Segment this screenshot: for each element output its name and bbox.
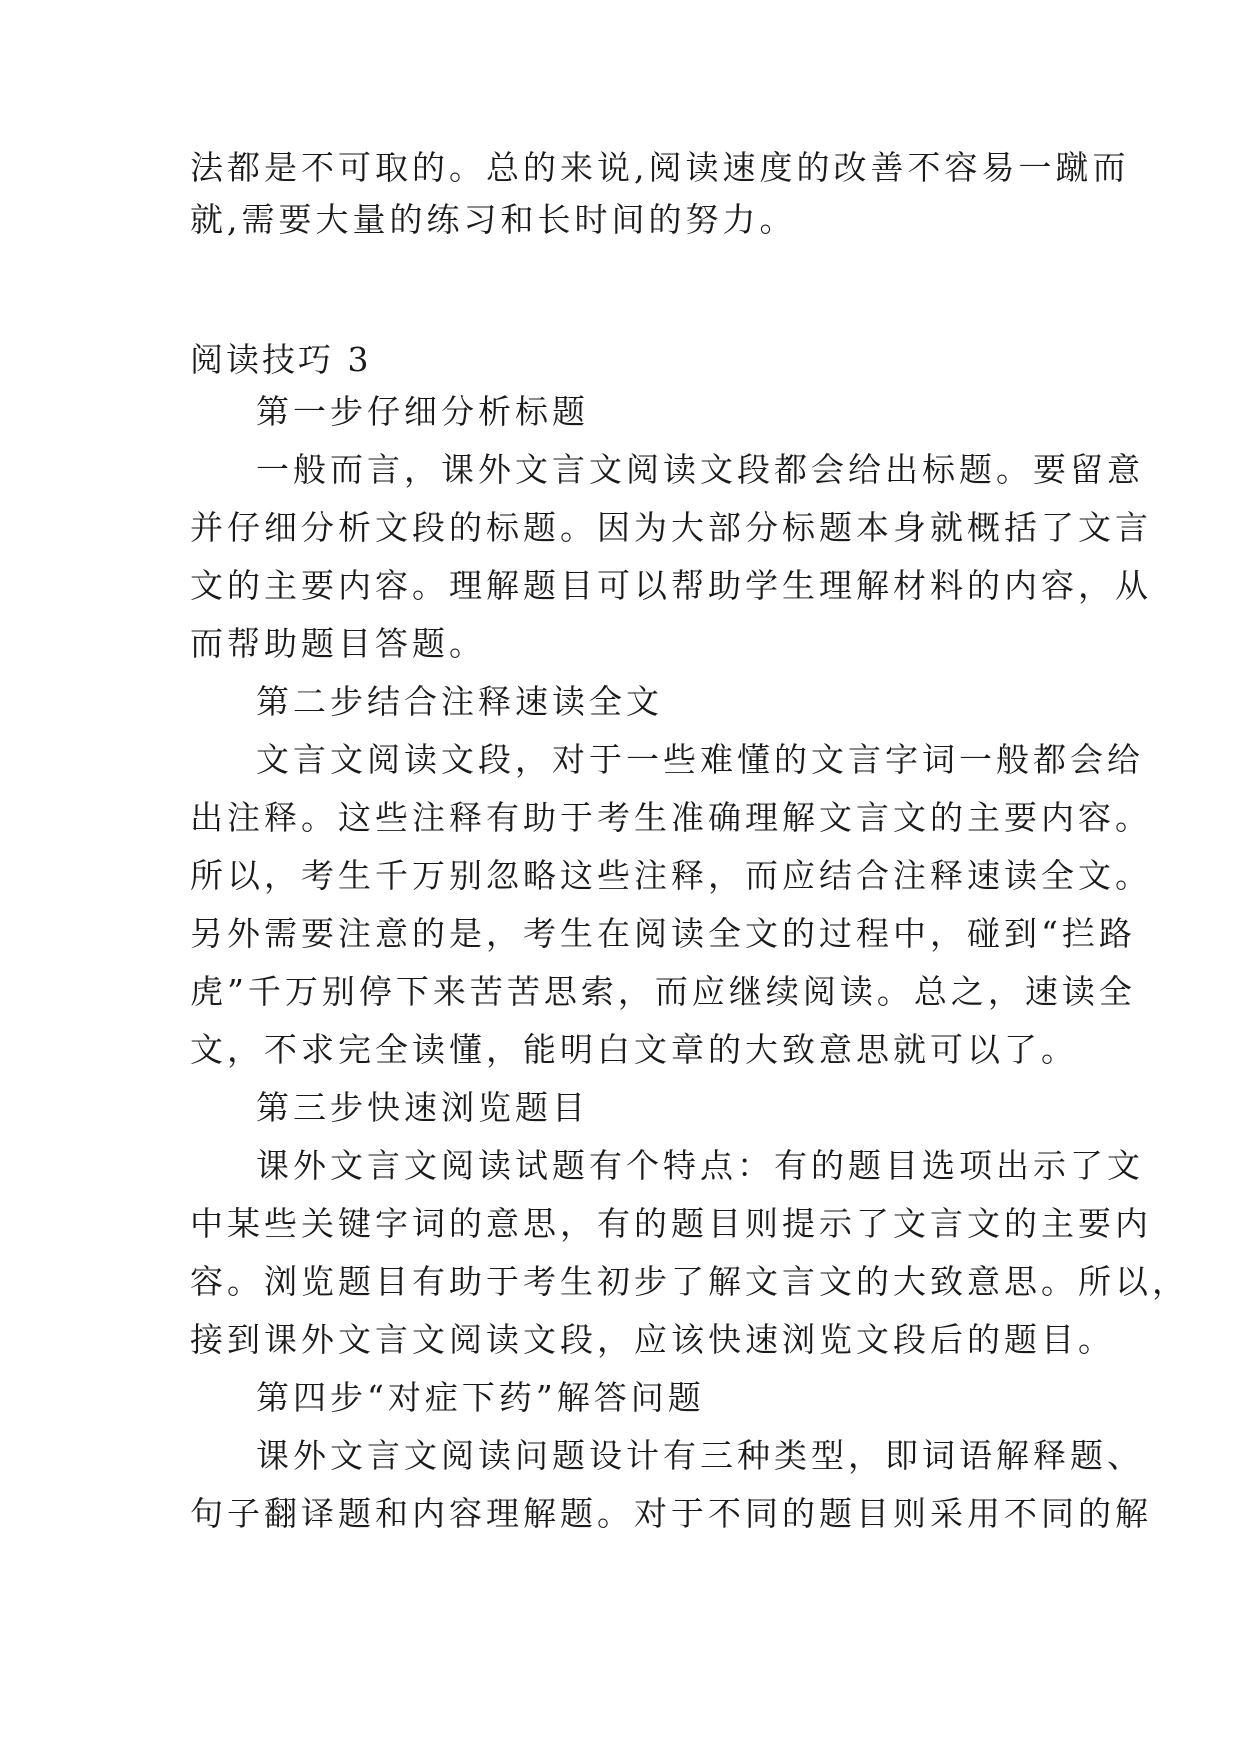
step-heading: 第四步“对症下药”解答问题 [256,1378,705,1417]
step-heading: 第二步结合注释速读全文 [256,682,663,721]
paragraph-line: 所以，考生千万别忽略这些注释，而应结合注释速读全文。 [190,856,1152,895]
paragraph-line: 而帮助题目答题。 [190,624,486,663]
paragraph-line: 容。浏览题目有助于考生初步了解文言文的大致意思。所以， [190,1262,1189,1301]
paragraph-line: 文，不求完全读懂，能明白文章的大致意思就可以了。 [190,1030,1078,1069]
paragraph-line: 另外需要注意的是，考生在阅读全文的过程中，碰到“拦路 [190,914,1136,953]
paragraph-line: 法都是不可取的。总的来说,阅读速度的改善不容易一蹴而 [190,148,1130,187]
paragraph-line: 接到课外文言文阅读文段，应该快速浏览文段后的题目。 [190,1320,1115,1359]
paragraph-line: 中某些关键字词的意思，有的题目则提示了文言文的主要内 [190,1204,1152,1243]
paragraph-line: 句子翻译题和内容理解题。对于不同的题目则采用不同的解 [190,1494,1152,1533]
step-heading: 第三步快速浏览题目 [256,1088,589,1127]
step-heading: 第一步仔细分析标题 [256,392,589,431]
section-title: 阅读技巧 3 [190,340,372,379]
paragraph-line: 课外文言文阅读问题设计有三种类型，即词语解释题、 [256,1436,1144,1475]
paragraph-line: 出注释。这些注释有助于考生准确理解文言文的主要内容。 [190,798,1152,837]
paragraph-line: 课外文言文阅读试题有个特点：有的题目选项出示了文 [256,1146,1144,1185]
paragraph-line: 并仔细分析文段的标题。因为大部分标题本身就概括了文言 [190,508,1152,547]
paragraph-line: 就,需要大量的练习和长时间的努力。 [190,200,797,239]
paragraph-line: 一般而言，课外文言文阅读文段都会给出标题。要留意 [256,450,1144,489]
paragraph-line: 文言文阅读文段，对于一些难懂的文言字词一般都会给 [256,740,1144,779]
paragraph-line: 文的主要内容。理解题目可以帮助学生理解材料的内容，从 [190,566,1152,605]
paragraph-line: 虎”千万别停下来苦苦思索，而应继续阅读。总之，速读全 [190,972,1136,1011]
